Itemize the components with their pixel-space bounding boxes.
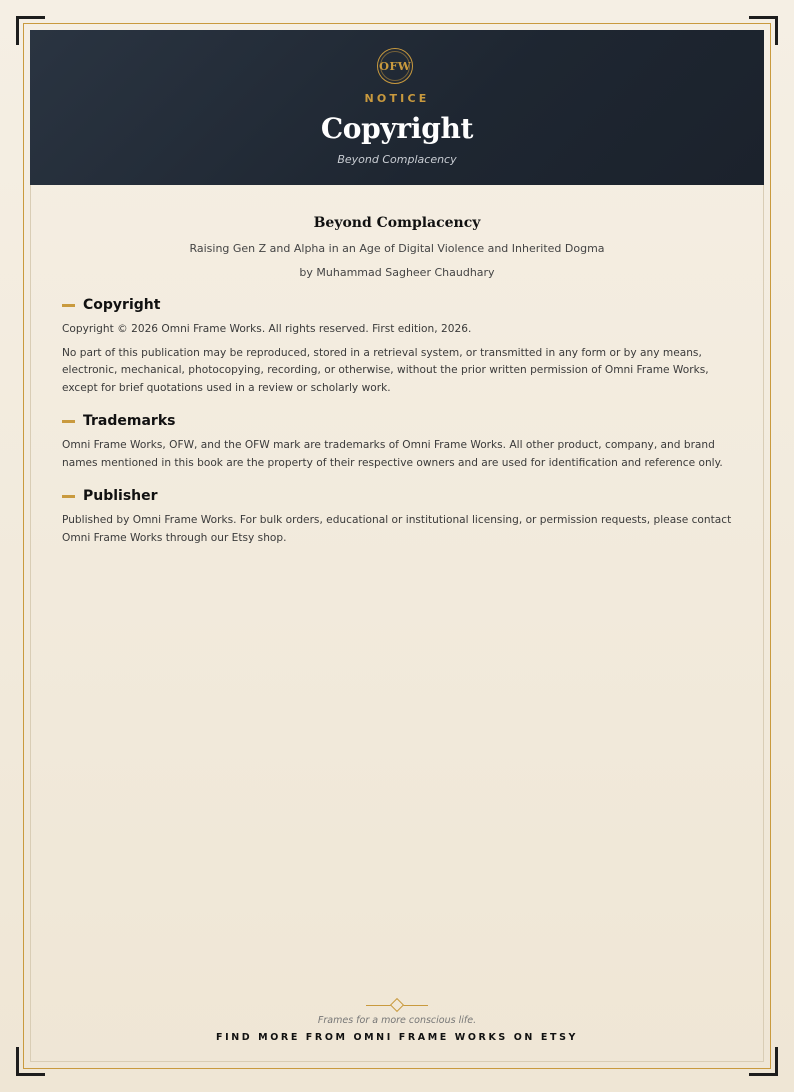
- main-content: [62, 212, 732, 547]
- heading-dash-icon: [62, 304, 75, 307]
- section-heading-label: Publisher: [83, 488, 158, 504]
- book-author: by Muhammad Sagheer Chaudhary: [299, 266, 495, 279]
- section-publisher: [62, 486, 732, 547]
- trademarks-notice: Omni Frame Works, OFW, and the OFW mark are trademarks of Omni Frame Works. All other product, company, and brand names mentioned in this book are the property of their respective owners and are used for identification and reference only.: [62, 439, 723, 469]
- publisher-notice: Published by Omni Frame Works. For bulk orders, educational or institutional licensing, or permission requests, please contact Omni Frame Works through our Etsy shop.: [62, 514, 732, 544]
- section-heading: [62, 486, 732, 506]
- copyright-notice: Copyright © 2026 Omni Frame Works. All rights reserved. First edition, 2026.: [62, 323, 472, 335]
- notice-eyebrow: NOTICE: [364, 92, 430, 105]
- section-trademarks: [62, 411, 732, 472]
- logo-text: OFW: [379, 59, 411, 73]
- page-title: Copyright: [320, 112, 474, 145]
- footer-tagline: Frames for a more conscious life.: [317, 1015, 477, 1026]
- section-copyright: [62, 295, 732, 397]
- page-subtitle: Beyond Complacency: [337, 153, 457, 166]
- section-heading: [62, 295, 732, 315]
- logo-ring: [380, 51, 410, 81]
- header-banner: [30, 30, 764, 185]
- section-heading-label: Trademarks: [83, 413, 176, 429]
- book-subtitle: Raising Gen Z and Alpha in an Age of Digital Violence and Inherited Dogma: [189, 242, 605, 255]
- ofw-logo-badge: [377, 48, 413, 84]
- reproduction-notice: No part of this publication may be reproduced, stored in a retrieval system, or transmitted in any form or by any means, electronic, mechanical, photocopying, recording, or otherwise, without the prior written permission of Omni Frame Works, except for brief quotations used in a review or scholarly work.: [62, 346, 709, 394]
- heading-dash-icon: [62, 495, 75, 498]
- ornament-diamond: [390, 998, 404, 1012]
- footer-etsy-cta: FIND MORE FROM OMNI FRAME WORKS ON ETSY: [216, 1032, 578, 1043]
- book-title: Beyond Complacency: [313, 215, 481, 231]
- footer: [0, 998, 794, 1045]
- heading-dash-icon: [62, 420, 75, 423]
- section-heading: [62, 411, 732, 431]
- section-heading-label: Copyright: [83, 297, 161, 313]
- diamond-ornament-icon: [366, 998, 428, 1012]
